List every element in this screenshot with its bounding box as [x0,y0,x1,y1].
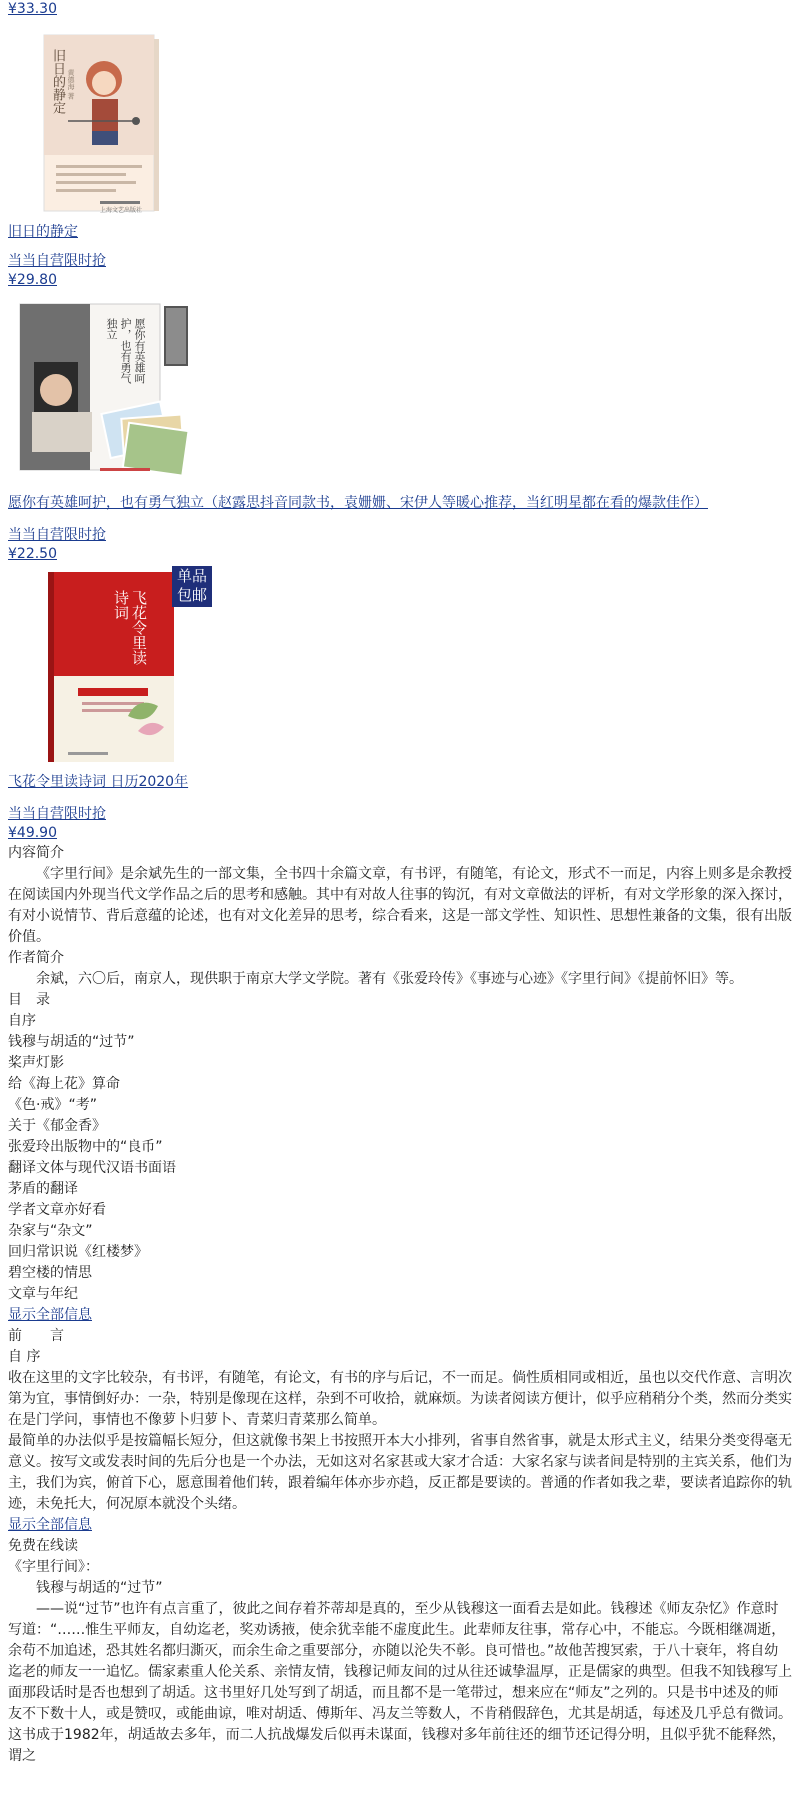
toc-item: 杂家与“杂文” [8,1223,93,1239]
toc-item: 文章与年纪 [8,1286,78,1302]
toc-item: 桨声灯影 [8,1055,64,1071]
toc-item: 自序 [8,1013,36,1029]
toc-show-all-link[interactable]: 显示全部信息 [8,1307,92,1323]
book-cover-image[interactable] [8,21,178,216]
cover-publisher: 上海文艺出版社 [100,207,143,214]
toc-item: 碧空楼的情思 [8,1265,92,1281]
book-cover-image[interactable] [8,292,198,487]
book-price[interactable]: ¥29.80 [8,272,57,288]
toc-item: 《色·戒》“考” [8,1097,97,1113]
badge-line-2: 包邮 [176,586,207,604]
toc-item: 回归常识说《红楼梦》 [8,1244,148,1260]
promo-link[interactable]: 当当自营限时抢 [8,253,106,269]
toc-item: 学者文章亦好看 [8,1202,106,1218]
preface-paragraph-1: 收在这里的文字比较杂，有书评，有随笔，有论文，有书的序与后记，不一而足。倘性质相同或相近，虽也以交代作意、言明次第为宜，事情倒好办：一杂，特别是像现在这样，杂到不可收拾，就麻烦。为读者阅读方便计，似乎应稍稍分个类，然而分类实在是门学问，事情也不像萝卜归萝卜、青菜归青菜那么简单。 [8,1370,792,1428]
free-read-heading: 免费在线读 [8,1538,78,1554]
book-price[interactable]: ¥33.30 [8,1,57,17]
book-cover-image[interactable] [8,566,208,766]
toc-item: 钱穆与胡适的“过节” [8,1034,135,1050]
book-title-link[interactable]: 飞花令里读诗词 日历2020年 [8,774,189,790]
cover-title-vertical: 旧日的静定 [50,49,65,114]
preface-show-all-link[interactable]: 显示全部信息 [8,1517,92,1533]
free-read-chapter: 钱穆与胡适的“过节” [36,1580,163,1596]
product-price[interactable]: ¥49.90 [8,825,57,841]
toc-item: 茅盾的翻译 [8,1181,78,1197]
toc-list [8,1011,792,1305]
toc-item: 翻译文体与现代汉语书面语 [8,1160,176,1176]
promo-link[interactable]: 当当自营限时抢 [8,806,106,822]
toc-item: 给《海上花》算命 [8,1076,120,1092]
book-cover-art-1 [8,21,178,216]
book-price[interactable]: ¥22.50 [8,546,57,562]
cover-title-vertical: 愿你有英雄呵护，也有勇气独立 [105,318,146,384]
preface-heading: 前 言 [8,1328,64,1344]
author-intro-text: 余斌，六〇后，南京人，现供职于南京大学文学院。著有《张爱玲传》《事迹与心迹》《字里行间》《提前怀旧》等。 [36,971,743,987]
cover-author-vertical: 黄德海 著 [67,69,75,100]
free-read-text: ——说“过节”也许有点言重了，彼此之间存着芥蒂却是真的，至少从钱穆这一面看去是如此。钱穆述《师友杂忆》作意时写道：“……惟生平师友，自幼迄老，奖劝诱掖，使余犹幸能不虚度此生。此辈师友往事，常存心中，不能忘。今既相继凋逝，余苟不加追述，恐其姓名都归澌灭，而余生命之重要部分，亦随以沦失不彰。良可惜也。”故他苦搜冥索，于八十衰年，将自幼迄老的师友一一追忆。儒家素重人伦关系、亲情友情，钱穆记师友间的过从往还诚挚温厚，正是儒家的典型。但我不知钱穆写上面那段话时是否也想到了胡适。这书里好几处写到了胡适，而且都不是一笔带过，想来应在“师友”之列的。只是书中述及的师友不下数十人，或是赞叹，或能曲谅，唯对胡适、傅斯年、冯友兰等数人，不肯稍假辞色，尤其是胡适，每述及几乎总有微词。这书成于1982年，胡适故去多年，而二人抗战爆发后似再未谋面，钱穆对多年前往还的细节还记得分明，且似乎犹不能释然，谓之 [8,1601,792,1764]
toc-heading: 目 录 [8,992,50,1008]
book-title-link[interactable]: 旧日的静定 [8,224,78,240]
cover-title-vertical: 飞花令里读诗词 [112,590,148,665]
content-intro-heading: 内容简介 [8,845,64,861]
preface-paragraph-2: 最简单的办法似乎是按篇幅长短分，但这就像书架上书按照开本大小排列，省事自然省事，就是太形式主义，结果分类变得毫无意义。按写文或发表时间的先后分也是一个办法，无如这对名家甚或大家才合适：大家名家与读者间是特别的主宾关系，他们为主，我们为宾，俯首下心，愿意围着他们转，跟着编年体亦步亦趋，反正都是要读的。普通的作者如我之辈，要读者追踪你的轨迹，未免托大，何况原本就没个头绪。 [8,1433,792,1512]
toc-item: 关于《郁金香》 [8,1118,106,1134]
book-cover-art-2 [8,292,198,487]
free-shipping-badge [172,566,212,607]
book-title-link[interactable]: 愿你有英雄呵护，也有勇气独立（赵露思抖音同款书，袁姗姗、宋伊人等暖心推荐，当红明星都在看的爆款佳作） [8,495,708,511]
free-read-book: 《字里行间》： [8,1559,99,1575]
preface-subheading: 自 序 [8,1349,41,1365]
promo-link[interactable]: 当当自营限时抢 [8,527,106,543]
content-intro-text: 《字里行间》是余斌先生的一部文集，全书四十余篇文章，有书评，有随笔，有论文，形式不一而足，内容上则多是余教授在阅读国内外现当代文学作品之后的思考和感触。其中有对故人往事的钩沉，有对文章做法的评析，有对文学形象的深入探讨，有对小说情节、背后意蕴的论述，也有对文化差异的思考，综合看来，这是一部文学性、知识性、思想性兼备的文集，很有出版价值。 [8,866,792,945]
toc-item: 张爱玲出版物中的“良币” [8,1139,163,1155]
author-intro-heading: 作者简介 [8,950,64,966]
badge-line-1: 单品 [176,567,207,585]
